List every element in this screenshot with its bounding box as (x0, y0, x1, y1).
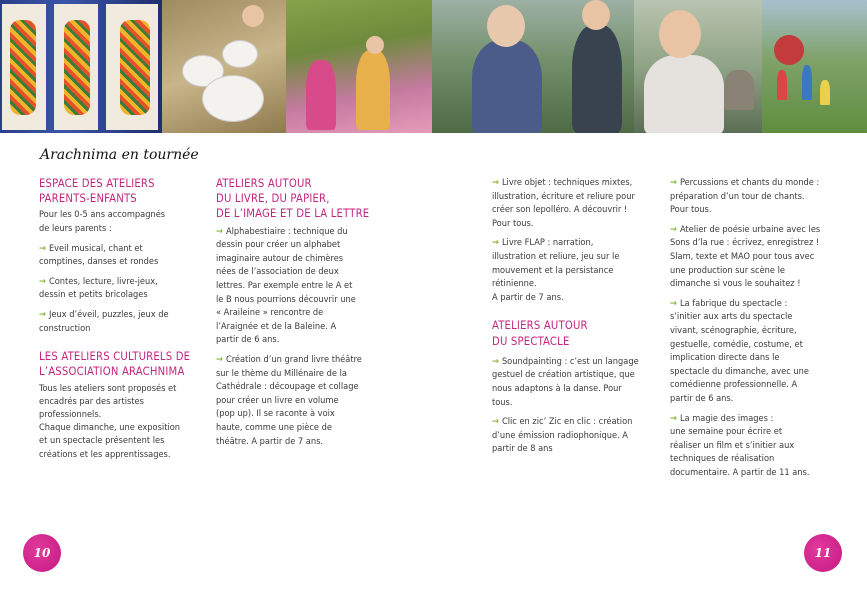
arrow-icon: → (39, 242, 46, 254)
section-heading-parents-children: ESPACE DES ATELIERS PARENTS-ENFANTS (39, 177, 155, 206)
photo-girl-modeling (634, 0, 762, 133)
page-number-left: 10 (23, 534, 61, 572)
arrow-icon: → (39, 308, 46, 320)
list-item: → Livre objet : techniques mixtes, illustration, écriture et reliure pour créer son lepolléro. A découvrir ! Pour tous. (492, 177, 635, 229)
column-book-paper (216, 176, 381, 454)
arrow-icon: → (492, 177, 499, 188)
arrow-icon: → (39, 275, 46, 287)
section-heading-arachnima: LES ATELIERS CULTURELS DE L’ASSOCIATION ARACHNIMA (39, 350, 191, 379)
column-performance (670, 176, 840, 485)
page-number-right: 11 (804, 534, 842, 572)
list-item: → Livre FLAP : narration, illustration et reliure, jeu sur le mouvement et la persistance rétinienne. A partir de 7 ans. (492, 237, 620, 303)
arrow-icon: → (670, 297, 677, 309)
intro-text: Pour les 0-5 ans accompagnés de leurs parents : (39, 209, 166, 234)
list-item: → Jeux d’éveil, puzzles, jeux de construction (39, 308, 169, 334)
column-parents-children (39, 176, 204, 467)
section-heading-spectacle: ATELIERS AUTOUR DU SPECTACLE (492, 319, 588, 348)
page-title: Arachnima en tournée (40, 147, 199, 163)
photo-children-drawings (0, 0, 162, 133)
list-item: → Alphabestiaire : technique du dessin pour créer un alphabet imaginaire autour de chimères nées de l’association de deux lettres. Par exemple entre le A et le B nous pourrions découvrir une « Araileine » rencontre de l’Araignée et de la Baleine. A partir de 6 ans. (216, 225, 356, 346)
photo-paper-plates-table (162, 0, 286, 133)
list-item: → Soundpainting : c’est un langage gestuel de création artistique, que nous adaptons à la danse. Pour tous. (492, 355, 639, 408)
photo-girl-with-book (432, 0, 634, 133)
list-item: → Percussions et chants du monde : préparation d’un tour de chants. Pour tous. (670, 177, 820, 216)
list-item: → La magie des images : une semaine pour écrire et réaliser un film et s’initier aux techniques de réalisation documentaire. A partir de 11 ans. (670, 412, 810, 478)
arrow-icon: → (670, 177, 677, 188)
photo-park-balloon (762, 0, 867, 133)
arrow-icon: → (216, 225, 223, 237)
arrow-icon: → (492, 355, 499, 367)
list-item: → Contes, lecture, livre-jeux, dessin et petits bricolages (39, 275, 158, 301)
list-item: → Atelier de poésie urbaine avec les Sons d’la rue : écrivez, enregistrez ! Slam, texte et MAO pour tous avec une production sur scène le dimanche si vous le souhaitez ! (670, 223, 821, 290)
section-heading-book: ATELIERS AUTOUR DU LIVRE, DU PAPIER, DE L’IMAGE ET DE LA LETTRE (216, 177, 370, 221)
arrow-icon: → (492, 237, 499, 249)
list-item: → La fabrique du spectacle : s’initier aux arts du spectacle vivant, scénographie, écriture, gestuelle, comédie, costume, et implication directe dans le spectacle du dimanche, avec une comédienne professionnelle. A partir de 6 ans. (670, 297, 809, 404)
arrow-icon: → (216, 353, 223, 365)
body-text: Tous les ateliers sont proposés et encadrés par des artistes professionnels. Chaque dimanche, une exposition et un spectacle présentent les créations et les apprentissages. (39, 382, 181, 460)
arrow-icon: → (670, 223, 677, 235)
list-item: → Création d’un grand livre théâtre sur le thème du Millénaire de la Cathédrale : découpage et collage pour créer un livre en volume (pop up). Il se raconte à voix haute, comme une pièce de théâtre. A partir de 7 ans. (216, 353, 362, 447)
list-item: → Clic en zic’ Zic en clic : création d’une émission radiophonique. A partir de 8 ans (492, 416, 633, 455)
column-spectacle (492, 176, 657, 462)
list-item: → Eveil musical, chant et comptines, danses et rondes (39, 242, 159, 268)
arrow-icon: → (670, 412, 677, 424)
arrow-icon: → (492, 416, 499, 428)
photo-strip (0, 0, 867, 133)
photo-workshop-tent (286, 0, 432, 133)
